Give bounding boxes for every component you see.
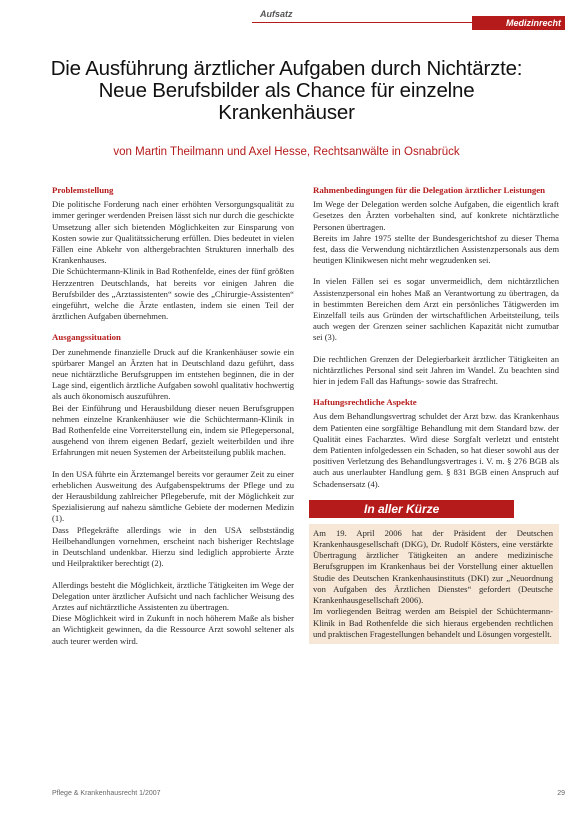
- right-column: [313, 185, 559, 644]
- journal-name: Pflege & Krankenhausrecht 1/2007: [52, 790, 161, 797]
- section-heading: Ausgangssituation: [52, 332, 121, 343]
- paragraph: Bereits im Jahre 1975 stellte der Bundesgerichtshof zu dieser Thema fest, dass die Verwendung nichtärztlichen Assistenzpersonals aus dem heutigen Klinikwesen nicht mehr wegzudenken sei.: [313, 232, 559, 266]
- paragraph: Bei der Einführung und Herausbildung dieser neuen Berufsgruppen nehmen einzelne Krankenhäuser wie die Schüchtermann-Klinik in Bad Rothenfelde eine Vorreiterstellung ein, indem sie Pflegepersonal, ausgehend von ihrem eigenen Bedarf, gezielt weiterbilden und ihre Erfahrungen mit neuen Systemen der Arbeitsteilung publik machen.: [52, 402, 294, 458]
- paragraph: Im vorliegenden Beitrag werden am Beispiel der Schüchtermann-Klinik in Bad Rothenfelde die sich hieraus ergebenden rechtlichen und praktischen Fragestellungen behandelt und Lösungen vorgestellt.: [313, 606, 553, 639]
- left-column: [52, 185, 294, 657]
- page-number: 29: [557, 790, 565, 797]
- section-heading: Problemstellung: [52, 185, 114, 195]
- paragraph: Am 19. April 2006 hat der Präsident der Deutschen Krankenhausgesellschaft (DKG), Dr. Rudolf Kösters, eine verstärkte Übertragung ärztlicher Tätigkeiten an andere medizinische Berufsgruppen im Krankenhaus bei der Vorstellung einer aktuellen Studie des Deutschen Krankenhausinstituts (DKI) zur „Neuordnung von Aufgaben des Ärztlichen Dienstes“ gefordert (Deutsche Krankenhausgesellschaft 2006).: [313, 527, 553, 606]
- paragraph: Aus dem Behandlungsvertrag schuldet der Arzt bzw. das Krankenhaus dem Patienten eine sorgfältige Behandlung mit dem Standard bzw. der Qualität eines Facharztes. Wird diese Sorgfalt verletzt und entsteht dem Patienten infolgedessen ein Schaden, so hat dieser sowohl aus der positiven Verletzung des Behandlungsvertrages i. V. m. § 276 BGB als auch aus unerlaubter Handlung gem. § 831 BGB einen Anspruch auf Schadensersatz (4).: [313, 411, 559, 489]
- paragraph: Diese Möglichkeit wird in Zukunft in noch höherem Maße als bisher an Wichtigkeit gewinnen, da die Ressource Arzt sowohl seltener als auch teurer werden wird.: [52, 613, 294, 646]
- paragraph: In vielen Fällen sei es sogar unvermeidlich, dem nichtärztlichen Assistenzpersonal ein hohes Maß an Verantwortung zu übertragen, da in bestimmten Bereichen dem Arzt ein persönliches Tätigwerden im Einzelfall teils aus Gründen der wirtschaftlichen Arbeitsteilung, teils auch wegen der Grenzen seiner sachlichen Kapazität nicht zumutbar sei (3).: [313, 276, 559, 343]
- paragraph: Der zunehmende finanzielle Druck auf die Krankenhäuser sowie ein spürbarer Mangel an Ärzten hat in Deutschland dazu geführt, dass neue nichtärztliche Berufsgruppen im entstehen beginnen, die in der Lage sind, eigentlich ärztliche Aufgaben sowohl qualitativ hochwertig als auch ökonomisch auszuführen.: [52, 346, 294, 402]
- article-title: Die Ausführung ärztlicher Aufgaben durch Nichtärzte: Neue Berufsbilder als Chance für einzelne Krankenhäuser: [50, 57, 523, 124]
- section-heading: Haftungsrechtliche Aspekte: [313, 397, 417, 408]
- page-header: [22, 8, 565, 28]
- paragraph: Allerdings besteht die Möglichkeit, ärztliche Tätigkeiten im Wege der Delegation unter ärztlicher Aufsicht und nach fachlicher Weisung des Arztes auf nichtärztliche Assistenten zu übertragen.: [52, 579, 294, 612]
- page-footer: [52, 790, 565, 802]
- paragraph: Dass Pflegekräfte allerdings wie in den USA selbstständig Heilbehandlungen vornehmen, erscheint nach bisheriger Rechtslage in Deutschland undenkbar. Hierzu sind lediglich approbierte Ärzte und Heilpraktiker berechtigt (2).: [52, 524, 294, 569]
- section-heading: Rahmenbedingungen für die Delegation ärztlicher Leistungen: [313, 185, 546, 195]
- in-brief-box: [309, 524, 559, 644]
- header-rule: [252, 22, 472, 23]
- category-tag: Medizinrecht: [472, 16, 565, 30]
- paragraph: Im Wege der Delegation werden solche Aufgaben, die eigentlich kraft Gesetzes den Ärzten vorbehalten sind, auf konkrete nichtärztliche Personen übertragen.: [313, 199, 559, 232]
- article-byline: von Martin Theilmann und Axel Hesse, Rechtsanwälte in Osnabrück: [113, 146, 460, 158]
- section-tag: Aufsatz: [260, 9, 293, 19]
- in-brief-heading: In aller Kürze: [309, 500, 514, 518]
- paragraph: In den USA führte ein Ärztemangel bereits vor geraumer Zeit zu einer erheblichen Ausweitung des Aufgabenspektrums der Pflege und zu der Herausbildung zahlreicher Pflegeberufe, mit der Möglichkeit zur Spezialisierung auf nahezu sämtliche Gebiete der modernen Medizin (1).: [52, 468, 294, 524]
- paragraph: Die politische Forderung nach einer erhöhten Versorgungsqualität zu immer geringer werdenden Preisen lässt sich nur durch die geschickte Umsetzung aller sich bietenden Möglichkeiten zur Einsparung von Kosten sowie zur Qualitätssicherung erfüllen. Dies bedeutet in vielen Fällen eine Abkehr von althergebrachten Strukturen innerhalb des Krankenhauses.: [52, 199, 294, 266]
- paragraph: Die rechtlichen Grenzen der Delegierbarkeit ärztlicher Tätigkeiten an nichtärztliches Personal sind seit Jahren im Wandel. Zu beachten sind hier in jedem Fall das Haftungs- sowie das Strafrecht.: [313, 353, 559, 387]
- paragraph: Die Schüchtermann-Klinik in Bad Rothenfelde, eines der fünf größten Herzzentren Deutschlands, hat bereits vor einigen Jahren die Berufsbilder des „Arztassistenten“ sowie des „Chirurgie-Assistenten“ eingeführt, welche die Ärzte entlasten, indem sie einen Teil der ärztlichen Aufgaben übernehmen.: [52, 266, 294, 322]
